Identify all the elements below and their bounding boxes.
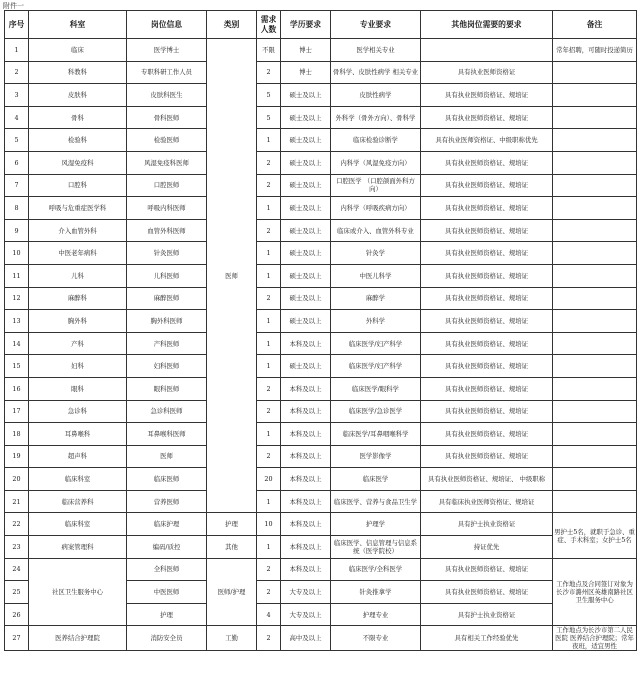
- cell-education: 博士: [281, 61, 331, 84]
- cell-post: 临床护理: [127, 513, 207, 536]
- cell-seq: 16: [5, 377, 29, 400]
- cell-dept: 眼科: [29, 377, 127, 400]
- cell-count: 1: [257, 536, 281, 559]
- cell-post: 医师: [127, 445, 207, 468]
- cell-seq: 1: [5, 39, 29, 62]
- header-seq: 序号: [5, 11, 29, 39]
- cell-dept: 病案管理科: [29, 536, 127, 559]
- cell-major: 不限专业: [331, 626, 421, 651]
- table-body: [5, 39, 637, 651]
- header-count: [257, 11, 281, 39]
- cell-education: 本科及以上: [281, 400, 331, 423]
- cell-other: 具有护士执业资格证: [421, 513, 553, 536]
- cell-seq: 8: [5, 197, 29, 220]
- cell-other: 具有执业医师资格证、规培证: [421, 106, 553, 129]
- cell-major: 皮肤性病学: [331, 84, 421, 107]
- cell-education: 博士: [281, 39, 331, 62]
- cell-count: 2: [257, 581, 281, 604]
- cell-seq: 21: [5, 490, 29, 513]
- cell-education: 硕士及以上: [281, 264, 331, 287]
- cell-other: 具有执业医师资格证、规培证: [421, 558, 553, 581]
- cell-post: 骨科医师: [127, 106, 207, 129]
- cell-remark: [553, 377, 637, 400]
- cell-dept: 临床科室: [29, 513, 127, 536]
- header-major: 专业要求: [331, 11, 421, 39]
- cell-remark: [553, 287, 637, 310]
- table-row: [5, 355, 637, 378]
- header-remark: 备注: [553, 11, 637, 39]
- header-category: 类别: [207, 11, 257, 39]
- table-row: [5, 536, 637, 559]
- table-row: [5, 423, 637, 446]
- cell-education: 本科及以上: [281, 377, 331, 400]
- cell-seq: 11: [5, 264, 29, 287]
- table-row: [5, 287, 637, 310]
- table-row: [5, 445, 637, 468]
- cell-seq: 25: [5, 581, 29, 604]
- cell-other: 具有执业医师资格证: [421, 61, 553, 84]
- cell-remark: [553, 332, 637, 355]
- table-row: [5, 626, 637, 651]
- cell-post: 护理: [127, 603, 207, 626]
- table-row: [5, 490, 637, 513]
- cell-count: 2: [257, 377, 281, 400]
- cell-category: 工勤: [207, 626, 257, 651]
- cell-dept: 检验科: [29, 129, 127, 152]
- cell-remark: [553, 129, 637, 152]
- cell-seq: 13: [5, 310, 29, 333]
- table-row: [5, 264, 637, 287]
- cell-post: 医学博士: [127, 39, 207, 62]
- cell-post: 耳鼻喉科医师: [127, 423, 207, 446]
- cell-other: 具有执业医师资格证、规培证、 中级职称: [421, 468, 553, 491]
- cell-count: 1: [257, 129, 281, 152]
- cell-dept: 临床科室: [29, 468, 127, 491]
- cell-education: 本科及以上: [281, 490, 331, 513]
- cell-education: 硕士及以上: [281, 242, 331, 265]
- cell-remark: [553, 445, 637, 468]
- cell-other: 具有执业医师资格证、规培证: [421, 423, 553, 446]
- header-education: 学历要求: [281, 11, 331, 39]
- cell-major: 医学影像学: [331, 445, 421, 468]
- cell-major: 护理学: [331, 513, 421, 536]
- table-row: [5, 468, 637, 491]
- cell-seq: 9: [5, 219, 29, 242]
- cell-dept: 皮肤科: [29, 84, 127, 107]
- cell-other: 具有执业医师资格证、中级职称优先: [421, 129, 553, 152]
- cell-education: 硕士及以上: [281, 310, 331, 333]
- cell-dept: 产科: [29, 332, 127, 355]
- header-row: [5, 11, 637, 39]
- cell-dept: 麻醉科: [29, 287, 127, 310]
- table-row: [5, 242, 637, 265]
- cell-seq: 2: [5, 61, 29, 84]
- cell-major: 临床医学/全科医学: [331, 558, 421, 581]
- cell-count: 不限: [257, 39, 281, 62]
- table-row: [5, 332, 637, 355]
- cell-remark: [553, 151, 637, 174]
- table-row: [5, 197, 637, 220]
- cell-dept: 儿科: [29, 264, 127, 287]
- cell-post: 儿科医师: [127, 264, 207, 287]
- table-row: [5, 310, 637, 333]
- cell-other: 具有执业医师资格证、规培证: [421, 174, 553, 197]
- cell-education: 硕士及以上: [281, 151, 331, 174]
- cell-dept: 骨科: [29, 106, 127, 129]
- cell-major: 临床医学/妇产科学: [331, 355, 421, 378]
- cell-seq: 7: [5, 174, 29, 197]
- cell-education: 硕士及以上: [281, 197, 331, 220]
- header-count-line2: 人数: [260, 24, 277, 34]
- cell-major: 内科学（风湿免疫方向）: [331, 151, 421, 174]
- table-row: [5, 129, 637, 152]
- cell-education: 硕士及以上: [281, 355, 331, 378]
- cell-other: 具有执业医师资格证、规培证: [421, 332, 553, 355]
- cell-count: 10: [257, 513, 281, 536]
- cell-dept: 耳鼻喉科: [29, 423, 127, 446]
- cell-major: 中医儿科学: [331, 264, 421, 287]
- cell-major: 临床医学、营养与食品卫生学: [331, 490, 421, 513]
- cell-education: 本科及以上: [281, 536, 331, 559]
- cell-count: 4: [257, 603, 281, 626]
- cell-seq: 27: [5, 626, 29, 651]
- cell-major: 医学相关专业: [331, 39, 421, 62]
- cell-dept: 超声科: [29, 445, 127, 468]
- cell-education: 本科及以上: [281, 468, 331, 491]
- table-row: [5, 151, 637, 174]
- cell-count: 1: [257, 197, 281, 220]
- cell-seq: 15: [5, 355, 29, 378]
- cell-remark: [553, 468, 637, 491]
- cell-post: 检验医师: [127, 129, 207, 152]
- cell-major: 临床医学、信息管理与信息系统（医学院校）: [331, 536, 421, 559]
- table-row: [5, 513, 637, 536]
- cell-major: 临床医学/耳鼻咽喉科学: [331, 423, 421, 446]
- cell-other: 具有执业医师资格证、规培证: [421, 310, 553, 333]
- table-row: [5, 106, 637, 129]
- cell-education: 硕士及以上: [281, 106, 331, 129]
- header-count-line1: 需求: [260, 14, 277, 24]
- cell-post: 营养医师: [127, 490, 207, 513]
- cell-other: 具有执业医师资格证、规培证: [421, 400, 553, 423]
- cell-seq: 18: [5, 423, 29, 446]
- cell-other: 具有执业医师资格证、规培证: [421, 581, 553, 604]
- cell-seq: 5: [5, 129, 29, 152]
- cell-remark: [553, 355, 637, 378]
- cell-count: 1: [257, 490, 281, 513]
- cell-remark: [553, 264, 637, 287]
- cell-post: 编码/质控: [127, 536, 207, 559]
- cell-post: 针灸医师: [127, 242, 207, 265]
- table-row: [5, 39, 637, 62]
- cell-dept: 妇科: [29, 355, 127, 378]
- cell-remark: 常年招聘，可随时投递简历: [553, 39, 637, 62]
- cell-remark: [553, 219, 637, 242]
- cell-seq: 24: [5, 558, 29, 581]
- cell-dept: 风湿免疫科: [29, 151, 127, 174]
- cell-education: 本科及以上: [281, 332, 331, 355]
- cell-other: 具有执业医师资格证、规培证: [421, 377, 553, 400]
- cell-major: 临床医学/眼科学: [331, 377, 421, 400]
- cell-major: 护理专业: [331, 603, 421, 626]
- cell-count: 2: [257, 61, 281, 84]
- cell-education: 高中及以上: [281, 626, 331, 651]
- cell-dept: 急诊科: [29, 400, 127, 423]
- cell-count: 2: [257, 174, 281, 197]
- cell-education: 大专及以上: [281, 581, 331, 604]
- cell-major: 临床医学/急诊医学: [331, 400, 421, 423]
- cell-seq: 22: [5, 513, 29, 536]
- cell-post: 急诊科医师: [127, 400, 207, 423]
- cell-dept: 呼吸与危重症医学科: [29, 197, 127, 220]
- cell-remark: [553, 400, 637, 423]
- cell-other: 具有护士执业资格证: [421, 603, 553, 626]
- cell-category: 医师: [207, 39, 257, 513]
- cell-remark: 工作地点及合同签订对象为长沙市潞州区英雄南路社区卫生服务中心: [553, 558, 637, 626]
- cell-major: 麻醉学: [331, 287, 421, 310]
- cell-count: 2: [257, 558, 281, 581]
- table-row: [5, 377, 637, 400]
- cell-major: 针灸推拿学: [331, 581, 421, 604]
- recruitment-table: [4, 10, 637, 651]
- cell-education: 本科及以上: [281, 513, 331, 536]
- table-row: [5, 219, 637, 242]
- cell-post: 胸外科医师: [127, 310, 207, 333]
- cell-seq: 26: [5, 603, 29, 626]
- cell-category: 医师/护理: [207, 558, 257, 626]
- cell-post: 口腔医师: [127, 174, 207, 197]
- cell-other: 具有临床执业医师资格证、规培证: [421, 490, 553, 513]
- cell-other: 具有执业医师资格证、规培证: [421, 197, 553, 220]
- cell-other: 具有执业医师资格证、规培证: [421, 219, 553, 242]
- cell-education: 硕士及以上: [281, 174, 331, 197]
- cell-post: 全科医师: [127, 558, 207, 581]
- cell-remark: [553, 197, 637, 220]
- cell-post: 皮肤科医生: [127, 84, 207, 107]
- cell-post: 妇科医师: [127, 355, 207, 378]
- cell-remark: [553, 242, 637, 265]
- cell-other: 具有执业医师资格证、规培证: [421, 84, 553, 107]
- cell-remark: 工作地点为长沙市第二人民医院 医养结合护理院；常年夜班，适宜男性: [553, 626, 637, 651]
- header-dept: 科室: [29, 11, 127, 39]
- cell-other: 具有执业医师资格证、规培证: [421, 445, 553, 468]
- cell-dept: 胸外科: [29, 310, 127, 333]
- cell-count: 1: [257, 423, 281, 446]
- cell-major: 临床或介入、血管外科专业: [331, 219, 421, 242]
- cell-other: 具有执业医师资格证、规培证: [421, 264, 553, 287]
- cell-dept: 临床: [29, 39, 127, 62]
- cell-education: 大专及以上: [281, 603, 331, 626]
- cell-remark: [553, 490, 637, 513]
- cell-post: 专职科研工作人员: [127, 61, 207, 84]
- cell-seq: 23: [5, 536, 29, 559]
- cell-post: 消防安全员: [127, 626, 207, 651]
- table-row: [5, 61, 637, 84]
- cell-major: 骨科学、皮肤性病学 相关专业: [331, 61, 421, 84]
- cell-major: 口腔医学 （口腔颌面外科方向）: [331, 174, 421, 197]
- cell-remark: 男护士5名，就职于急诊、重症、手术科室；女护士5名: [553, 513, 637, 558]
- cell-major: 针灸学: [331, 242, 421, 265]
- cell-post: 呼吸内科医师: [127, 197, 207, 220]
- cell-seq: 6: [5, 151, 29, 174]
- cell-other: 具有执业医师资格证、规培证: [421, 151, 553, 174]
- cell-seq: 4: [5, 106, 29, 129]
- cell-remark: [553, 61, 637, 84]
- cell-major: 内科学（呼吸疾病方向）: [331, 197, 421, 220]
- cell-count: 2: [257, 445, 281, 468]
- cell-remark: [553, 174, 637, 197]
- cell-seq: 3: [5, 84, 29, 107]
- cell-category: 其他: [207, 536, 257, 559]
- table-row: [5, 84, 637, 107]
- cell-major: 临床检验诊断学: [331, 129, 421, 152]
- cell-post: 中医医师: [127, 581, 207, 604]
- cell-post: 麻醉医师: [127, 287, 207, 310]
- cell-post: 风湿免疫科医师: [127, 151, 207, 174]
- cell-remark: [553, 423, 637, 446]
- cell-dept: 临床营养科: [29, 490, 127, 513]
- table-row: [5, 174, 637, 197]
- cell-count: 5: [257, 84, 281, 107]
- cell-remark: [553, 106, 637, 129]
- cell-count: 2: [257, 151, 281, 174]
- cell-major: 临床医学/妇产科学: [331, 332, 421, 355]
- cell-other: [421, 39, 553, 62]
- cell-dept: 科教科: [29, 61, 127, 84]
- cell-seq: 12: [5, 287, 29, 310]
- cell-seq: 14: [5, 332, 29, 355]
- cell-other: 具有相关工作经验优先: [421, 626, 553, 651]
- cell-dept: 医养结合护理院: [29, 626, 127, 651]
- cell-count: 1: [257, 310, 281, 333]
- header-other: 其他岗位需要的要求: [421, 11, 553, 39]
- cell-post: 血管外科医师: [127, 219, 207, 242]
- cell-other: 具有执业医师资格证、规培证: [421, 355, 553, 378]
- cell-major: 外科学（骨外方向）、骨科学: [331, 106, 421, 129]
- cell-count: 1: [257, 242, 281, 265]
- cell-post: 眼科医师: [127, 377, 207, 400]
- cell-education: 本科及以上: [281, 445, 331, 468]
- cell-count: 2: [257, 287, 281, 310]
- cell-remark: [553, 84, 637, 107]
- cell-seq: 17: [5, 400, 29, 423]
- cell-dept: 中医老年病科: [29, 242, 127, 265]
- cell-dept: 介入血管外科: [29, 219, 127, 242]
- cell-count: 1: [257, 332, 281, 355]
- cell-seq: 10: [5, 242, 29, 265]
- cell-education: 硕士及以上: [281, 287, 331, 310]
- cell-seq: 20: [5, 468, 29, 491]
- cell-seq: 19: [5, 445, 29, 468]
- cell-other: 持证优先: [421, 536, 553, 559]
- header-post: 岗位信息: [127, 11, 207, 39]
- cell-major: 临床医学: [331, 468, 421, 491]
- cell-dept: 口腔科: [29, 174, 127, 197]
- cell-count: 20: [257, 468, 281, 491]
- cell-post: 产科医师: [127, 332, 207, 355]
- cell-count: 2: [257, 219, 281, 242]
- cell-education: 硕士及以上: [281, 129, 331, 152]
- cell-remark: [553, 310, 637, 333]
- cell-education: 硕士及以上: [281, 219, 331, 242]
- cell-other: 具有执业医师资格证、规培证: [421, 242, 553, 265]
- cell-other: 具有执业医师资格证、规培证: [421, 287, 553, 310]
- cell-count: 2: [257, 400, 281, 423]
- annex-label: 附件一: [3, 2, 24, 10]
- cell-category: 护理: [207, 513, 257, 536]
- table-row: [5, 400, 637, 423]
- cell-education: 本科及以上: [281, 423, 331, 446]
- cell-education: 硕士及以上: [281, 84, 331, 107]
- cell-count: 1: [257, 355, 281, 378]
- cell-major: 外科学: [331, 310, 421, 333]
- cell-count: 5: [257, 106, 281, 129]
- cell-dept: 社区卫生服务中心: [29, 558, 127, 626]
- cell-count: 1: [257, 264, 281, 287]
- cell-post: 临床医师: [127, 468, 207, 491]
- cell-education: 本科及以上: [281, 558, 331, 581]
- cell-count: 2: [257, 626, 281, 651]
- table-row: [5, 558, 637, 581]
